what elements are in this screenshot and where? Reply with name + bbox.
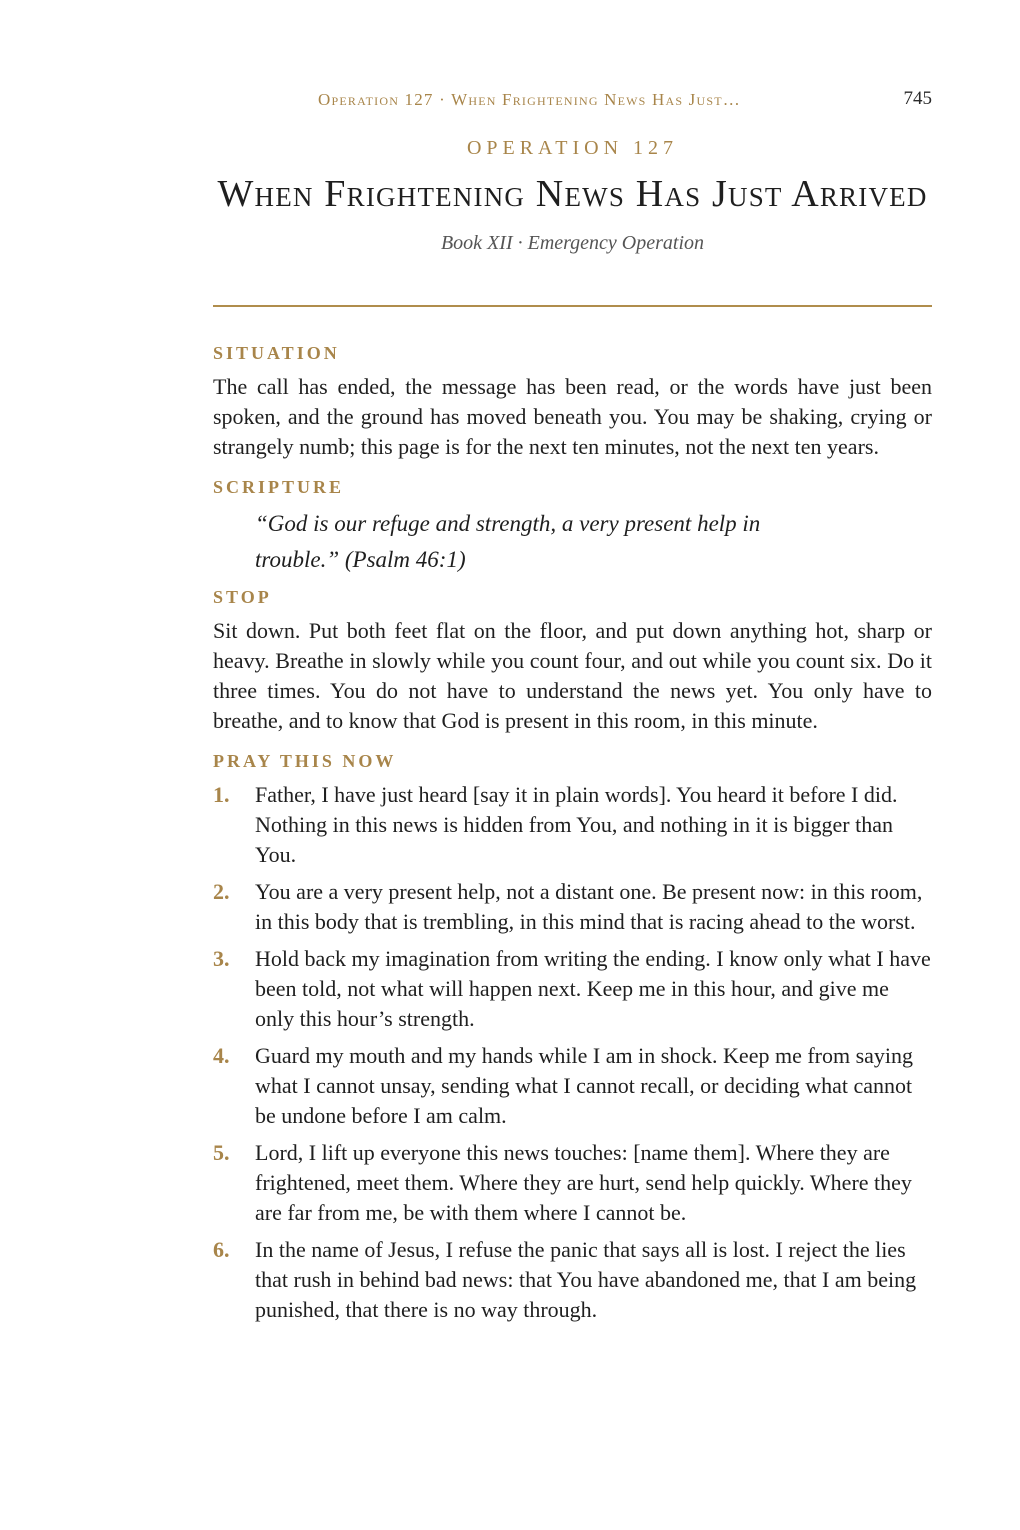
prayer-number: 4. <box>213 1043 230 1068</box>
prayer-text: Lord, I lift up everyone this news touches: [name them]. Where they are frightened, meet them. Where they are hurt, send help quickly. Where they are far from me, be with them where I cannot be. <box>255 1140 912 1225</box>
prayer-number: 5. <box>213 1140 230 1165</box>
prayer-number: 1. <box>213 782 230 807</box>
scripture-line-2: trouble.” (Psalm 46:1) <box>255 547 466 572</box>
prayer-item-6 <box>213 1235 932 1325</box>
running-title: Operation 127 · When Frightening News Has Just… <box>318 90 741 109</box>
page-content <box>213 340 932 1332</box>
prayer-item-2 <box>213 877 932 937</box>
prayer-item-3 <box>213 944 932 1034</box>
prayer-text: Hold back my imagination from writing the ending. I know only what I have been told, not what will happen next. Keep me in this hour, and give me only this hour’s strength. <box>255 946 931 1031</box>
operation-label: OPERATION 127 <box>466 137 679 159</box>
page-number: 745 <box>903 88 932 109</box>
prayer-text: You are a very present help, not a distant one. Be present now: in this room, in this body that is trembling, in this mind that is racing ahead to the worst. <box>255 879 923 934</box>
scripture-quote <box>255 506 795 578</box>
scripture-heading: SCRIPTURE <box>213 477 345 497</box>
prayer-item-4 <box>213 1041 932 1131</box>
situation-section <box>213 340 932 462</box>
prayer-number: 6. <box>213 1237 230 1262</box>
stop-section <box>213 584 932 736</box>
title-divider <box>213 305 932 307</box>
page-subtitle: Book XII · Emergency Operation <box>440 232 705 254</box>
stop-text: Sit down. Put both feet flat on the floor, and put down anything hot, sharp or heavy. Breathe in slowly while you count four, and out while you count six. Do it three times. You do not have to understand the news yet. You only have to breathe, and to know that God is present in this room, in this minute. <box>213 618 932 733</box>
prayer-list <box>213 780 932 1325</box>
prayer-item-1 <box>213 780 932 870</box>
prayer-number: 3. <box>213 946 230 971</box>
prayer-number: 2. <box>213 879 230 904</box>
scripture-section <box>213 474 932 578</box>
pray-heading: PRAY THIS NOW <box>213 751 397 771</box>
situation-heading: SITUATION <box>213 343 340 363</box>
prayer-text: In the name of Jesus, I refuse the panic that says all is lost. I reject the lies that rush in behind bad news: that You have abandoned me, that I am being punished, that there is no way through. <box>255 1237 917 1322</box>
running-header <box>213 88 932 114</box>
prayer-item-5 <box>213 1138 932 1228</box>
pray-section <box>213 748 932 1325</box>
prayer-text: Father, I have just heard [say it in plain words]. You heard it before I did. Nothing in this news is hidden from You, and nothing in it is bigger than You. <box>255 782 898 867</box>
stop-heading: STOP <box>213 587 272 607</box>
title-block <box>213 133 932 256</box>
situation-text: The call has ended, the message has been read, or the words have just been spoken, and the ground has moved beneath you. You may be shaking, crying or strangely numb; this page is for the next ten minutes, not the next ten years. <box>213 374 932 459</box>
page-title: When Frightening News Has Just Arrived <box>217 173 928 215</box>
prayer-text: Guard my mouth and my hands while I am in shock. Keep me from saying what I cannot unsay, sending what I cannot recall, or deciding what cannot be undone before I am calm. <box>255 1043 914 1128</box>
scripture-line-1: “God is our refuge and strength, a very present help in <box>255 511 761 536</box>
